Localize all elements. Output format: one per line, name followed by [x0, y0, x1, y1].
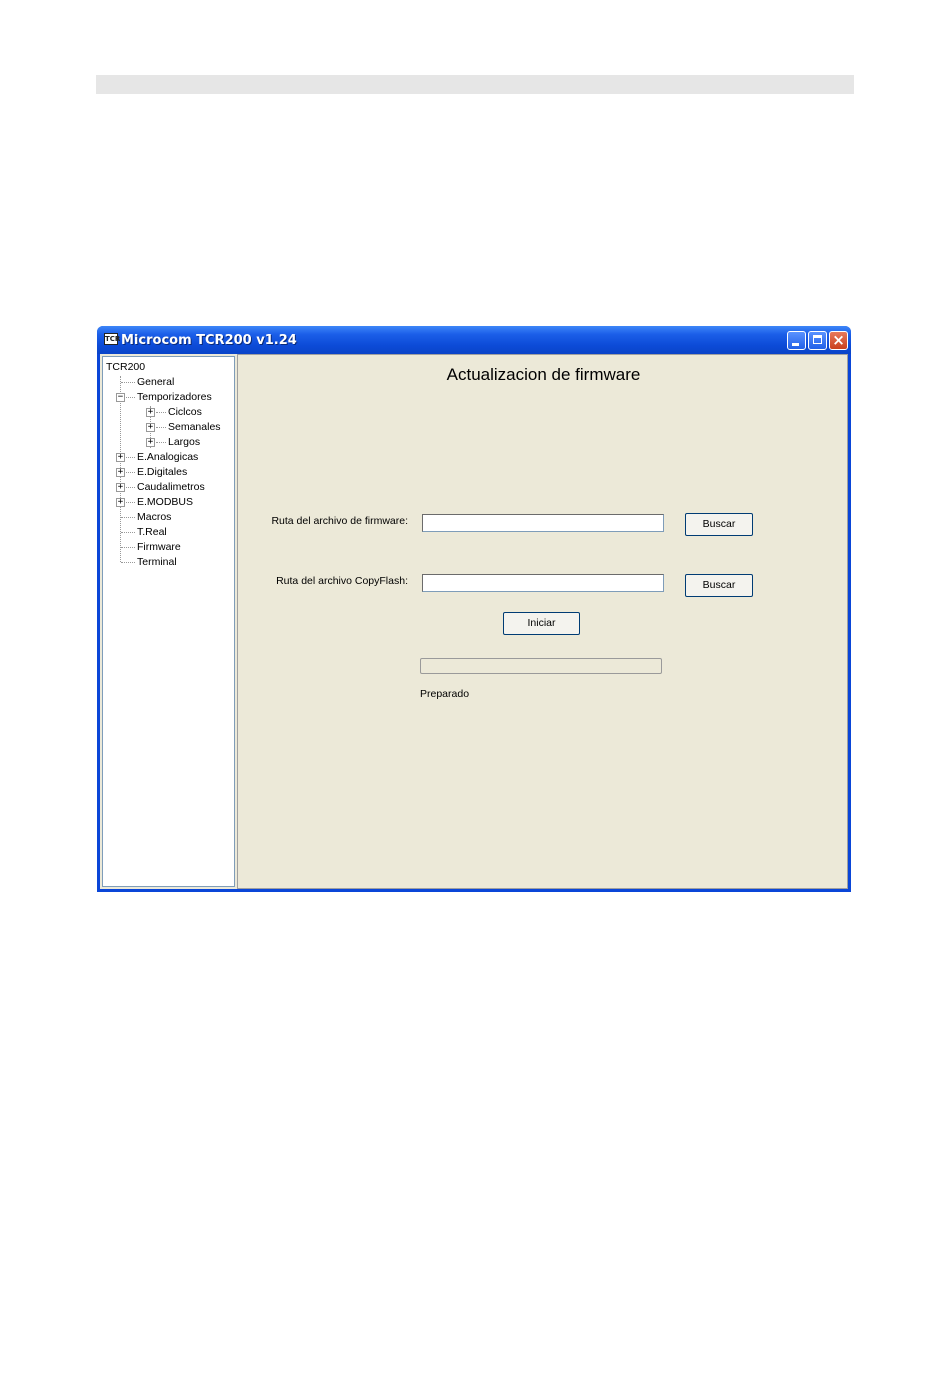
tree-connector — [126, 502, 135, 503]
tree-item-e-modbus[interactable]: E.MODBUS — [137, 496, 194, 508]
tree-connector — [126, 397, 135, 398]
minimize-button[interactable] — [787, 331, 806, 350]
tree-connector — [121, 517, 135, 518]
expand-icon[interactable]: + — [117, 497, 124, 507]
start-button[interactable]: Iniciar — [503, 612, 580, 635]
status-text: Preparado — [420, 688, 470, 700]
expand-icon[interactable]: + — [117, 452, 124, 462]
browse-firmware-button[interactable]: Buscar — [685, 513, 753, 536]
tree-item-general[interactable]: General — [137, 376, 175, 388]
tree-connector — [156, 442, 166, 443]
expand-icon[interactable]: + — [147, 407, 154, 417]
tree-item-caudalimetros[interactable]: Caudalimetros — [137, 481, 205, 493]
close-button[interactable] — [829, 331, 848, 350]
tree-connector — [156, 427, 166, 428]
tree-connector — [121, 562, 135, 563]
tree-connector — [121, 547, 135, 548]
navigation-tree[interactable] — [102, 356, 235, 887]
tree-connector — [126, 487, 135, 488]
tree-connector — [126, 457, 135, 458]
tree-item-ciclcos[interactable]: Ciclcos — [168, 406, 202, 418]
app-window — [97, 326, 851, 892]
tree-connector — [126, 472, 135, 473]
close-icon: × — [832, 331, 845, 349]
expand-icon[interactable]: + — [117, 467, 124, 477]
tree-item-largos[interactable]: Largos — [168, 436, 201, 448]
window-title: Microcom TCR200 v1.24 — [121, 333, 297, 348]
expand-icon[interactable]: + — [117, 482, 124, 492]
document-header-bar — [96, 75, 854, 94]
tree-item-terminal[interactable]: Terminal — [137, 556, 177, 568]
tree-item-macros[interactable]: Macros — [137, 511, 172, 523]
copyflash-path-input[interactable] — [422, 574, 664, 592]
client-area — [100, 354, 848, 889]
maximize-icon — [813, 335, 822, 344]
expand-icon[interactable]: + — [147, 422, 154, 432]
tree-connector — [121, 532, 135, 533]
tree-item-temporizadores[interactable]: Temporizadores — [137, 391, 212, 403]
tree-item-e-digitales[interactable]: E.Digitales — [137, 466, 188, 478]
app-icon: TCR — [105, 335, 121, 343]
tree-item-t-real[interactable]: T.Real — [137, 526, 167, 538]
title-bar[interactable] — [97, 326, 851, 354]
tree-item-semanales[interactable]: Semanales — [168, 421, 221, 433]
tree-connector — [156, 412, 166, 413]
minimize-icon — [792, 343, 799, 346]
tree-item-e-analogicas[interactable]: E.Analogicas — [137, 451, 199, 463]
browse-copyflash-button[interactable]: Buscar — [685, 574, 753, 597]
copyflash-path-label: Ruta del archivo CopyFlash: — [276, 575, 408, 587]
firmware-panel — [237, 354, 848, 889]
panel-title: Actualizacion de firmware — [446, 365, 641, 384]
collapse-icon[interactable]: − — [117, 392, 124, 402]
progress-bar — [420, 658, 662, 674]
expand-icon[interactable]: + — [147, 437, 154, 447]
tree-connector — [121, 382, 135, 383]
tree-item-firmware[interactable]: Firmware — [137, 541, 181, 553]
tree-item-tcr200[interactable]: TCR200 — [106, 361, 146, 373]
firmware-path-input[interactable] — [422, 514, 664, 532]
maximize-button[interactable] — [808, 331, 827, 350]
firmware-path-label: Ruta del archivo de firmware: — [271, 515, 408, 527]
